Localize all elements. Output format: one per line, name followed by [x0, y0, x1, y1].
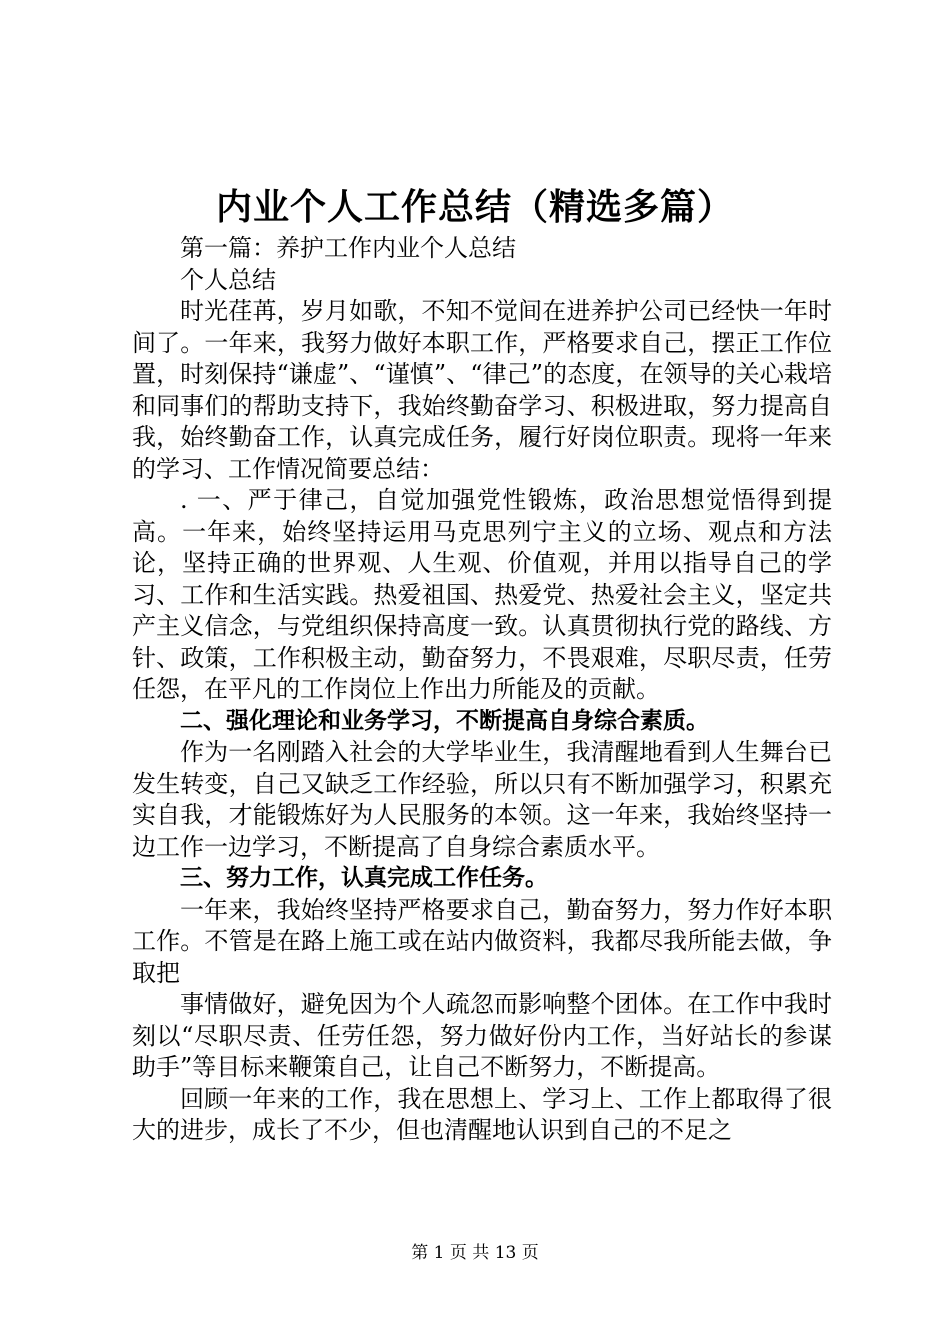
body-paragraph: . 一、严于律己，自觉加强党性锻炼，政治思想觉悟得到提高。一年来，始终坚持运用马克思列宁主义的立场、观点和方法论，坚持正确的世界观、人生观、价值观，并用以指导自己的学习、工作和生活实践。热爱祖国、热爱党、热爱社会主义，坚定共产主义信念，与党组织保持高度一致。认真贯彻执行党的路线、方针、政策，工作积极主动，勤奋努力，不畏艰难，尽职尽责，任劳任怨，在平凡的工作岗位上作出力所能及的贡献。	[132, 486, 832, 703]
body-paragraph: 一年来，我始终坚持严格要求自己，勤奋努力，努力作好本职工作。不管是在路上施工或在站内做资料，我都尽我所能去做，争取把	[132, 895, 832, 987]
section-heading: 三、努力工作，认真完成工作任务。	[180, 865, 548, 891]
body-paragraph: 作为一名刚踏入社会的大学毕业生，我清醒地看到人生舞台已发生转变，自己又缺乏工作经验，所以只有不断加强学习，积累充实自我，才能锻炼好为人民服务的本领。这一年来，我始终坚持一边工作一边学习，不断提高了自身综合素质水平。	[132, 738, 832, 861]
document-title: 内业个人工作总结（精选多篇）	[215, 186, 734, 228]
section-heading: 二、强化理论和业务学习，不断提高自身综合素质。	[180, 707, 709, 734]
body-paragraph: 时光荏苒，岁月如歌，不知不觉间在进养护公司已经快一年时间了。一年来，我努力做好本职工作，严格要求自己，摆正工作位置，时刻保持“谦虚”、“谨慎”、“律己”的态度，在领导的关心栽培和同事们的帮助支持下，我始终勤奋学习、积极进取，努力提高自我，始终勤奋工作，认真完成任务，履行好岗位职责。现将一年来的学习、工作情况简要总结：	[132, 297, 832, 483]
page-indicator: 第 1 页 共 13 页	[411, 1243, 539, 1263]
body-paragraph: 回顾一年来的工作，我在思想上、学习上、工作上都取得了很大的进步，成长了不少，但也清醒地认识到自己的不足之	[132, 1084, 832, 1144]
document-body	[132, 233, 832, 1147]
section-subtitle: 个人总结	[180, 265, 276, 294]
body-paragraph: 事情做好，避免因为个人疏忽而影响整个团体。在工作中我时刻以“尽职尽责、任劳任怨，努力做好份内工作，当好站长的参谋助手”等目标来鞭策自己，让自己不断努力，不断提高。	[132, 990, 832, 1081]
section-subtitle: 第一篇：养护工作内业个人总结	[180, 234, 516, 262]
